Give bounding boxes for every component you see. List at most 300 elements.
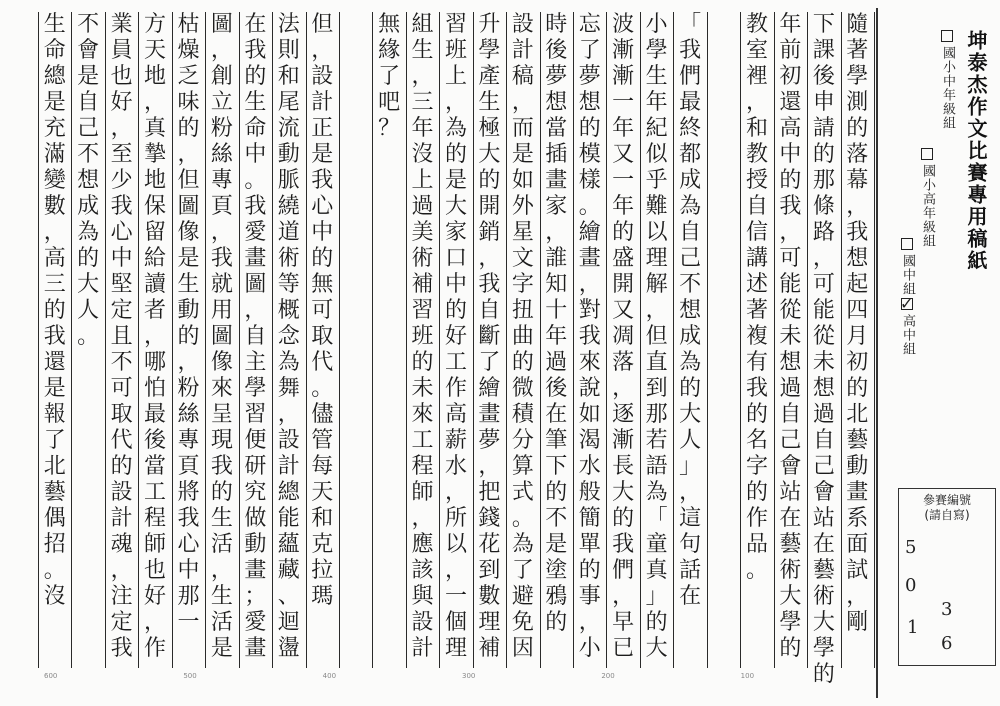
essay-char: 知 bbox=[545, 272, 568, 297]
essay-char: 但 bbox=[177, 168, 200, 193]
essay-char: 好 bbox=[110, 90, 133, 115]
essay-char: 想 bbox=[578, 90, 601, 115]
essay-column bbox=[172, 12, 205, 668]
essay-char: 大 bbox=[444, 194, 467, 219]
essay-char: 每 bbox=[311, 454, 334, 479]
essay-char: ？ bbox=[378, 116, 401, 141]
essay-char: 那 bbox=[812, 168, 835, 193]
essay-char: 大 bbox=[645, 636, 668, 661]
essay-column-text bbox=[673, 12, 706, 668]
essay-char: 授 bbox=[745, 168, 768, 193]
essay-char: 著 bbox=[745, 298, 768, 323]
essay-char: 中 bbox=[244, 142, 267, 167]
essay-char: 留 bbox=[144, 220, 167, 245]
essay-char: 可 bbox=[311, 298, 334, 323]
essay-char: 夢 bbox=[545, 64, 568, 89]
essay-column bbox=[774, 12, 807, 668]
essay-char: 保 bbox=[144, 194, 167, 219]
essay-column bbox=[540, 12, 573, 668]
essay-char: 是 bbox=[545, 532, 568, 557]
essay-char: 字 bbox=[745, 454, 768, 479]
essay-char: 管 bbox=[311, 428, 334, 453]
essay-char: 理 bbox=[444, 636, 467, 661]
essay-char: 們 bbox=[612, 558, 635, 583]
essay-char: 大 bbox=[779, 584, 802, 609]
essay-char: 自 bbox=[679, 220, 702, 245]
essay-char: 但 bbox=[311, 12, 334, 37]
essay-char: 三 bbox=[43, 272, 66, 297]
essay-char: 心 bbox=[177, 532, 200, 557]
essay-char: 前 bbox=[779, 38, 802, 63]
essay-char: 年 bbox=[545, 324, 568, 349]
category-elementary-upper[interactable]: 國小高年級組 bbox=[918, 148, 937, 248]
essay-char: 學 bbox=[846, 64, 869, 89]
essay-char: 四 bbox=[846, 298, 869, 323]
essay-char: 一 bbox=[612, 168, 635, 193]
essay-char: 過 bbox=[545, 350, 568, 375]
entry-digit: 0 bbox=[905, 575, 917, 596]
essay-char: 員 bbox=[110, 38, 133, 63]
essay-char: 我 bbox=[177, 506, 200, 531]
essay-char: 極 bbox=[478, 116, 501, 141]
essay-char: 己 bbox=[679, 246, 702, 271]
essay-char: ， bbox=[144, 324, 167, 349]
essay-char: 自 bbox=[812, 428, 835, 453]
essay-char: 忘 bbox=[578, 12, 601, 37]
essay-char: 似 bbox=[645, 142, 668, 167]
essay-char: 和 bbox=[745, 116, 768, 141]
essay-char: 未 bbox=[411, 376, 434, 401]
essay-char: 是 bbox=[210, 636, 233, 661]
essay-char: 是 bbox=[511, 142, 534, 167]
essay-char: 在 bbox=[679, 584, 702, 609]
essay-char: 課 bbox=[812, 38, 835, 63]
scale-mark: 400 bbox=[322, 672, 337, 680]
essay-char: 作 bbox=[144, 636, 167, 661]
essay-char: 的 bbox=[77, 246, 100, 271]
essay-char: 理 bbox=[645, 246, 668, 271]
essay-char: 條 bbox=[812, 194, 835, 219]
essay-char: ， bbox=[411, 506, 434, 531]
essay-char: 年 bbox=[645, 90, 668, 115]
essay-char: 現 bbox=[210, 428, 233, 453]
essay-char: 命 bbox=[43, 38, 66, 63]
essay-char: 說 bbox=[578, 376, 601, 401]
essay-char: ， bbox=[645, 298, 668, 323]
essay-char: 工 bbox=[144, 480, 167, 505]
entry-number-digits bbox=[899, 529, 995, 659]
essay-char: 後 bbox=[545, 376, 568, 401]
essay-char: 取 bbox=[110, 402, 133, 427]
essay-char: 試 bbox=[846, 558, 869, 583]
essay-char: 習 bbox=[411, 298, 434, 323]
essay-char: 那 bbox=[645, 402, 668, 427]
essay-char: 外 bbox=[511, 194, 534, 219]
essay-char: 為 bbox=[645, 480, 668, 505]
essay-char: 模 bbox=[578, 142, 601, 167]
essay-char: 未 bbox=[812, 350, 835, 375]
essay-char: 的 bbox=[779, 168, 802, 193]
essay-char: 波 bbox=[612, 12, 635, 37]
essay-char: 報 bbox=[43, 402, 66, 427]
essay-char: 圖 bbox=[244, 272, 267, 297]
essay-column-text bbox=[406, 12, 439, 668]
essay-char: 不 bbox=[679, 272, 702, 297]
essay-char: 小 bbox=[645, 12, 668, 37]
essay-char: 我 bbox=[846, 220, 869, 245]
essay-char: 的 bbox=[846, 376, 869, 401]
essay-char: 年 bbox=[612, 194, 635, 219]
essay-char: ， bbox=[144, 610, 167, 635]
essay-char: 能 bbox=[779, 272, 802, 297]
essay-char: 愛 bbox=[244, 220, 267, 245]
essay-char: 「 bbox=[679, 12, 702, 37]
essay-char: 魂 bbox=[110, 532, 133, 557]
essay-char: 語 bbox=[645, 454, 668, 479]
essay-char: 好 bbox=[444, 324, 467, 349]
essay-char: 畫 bbox=[478, 402, 501, 427]
essay-char: 術 bbox=[779, 558, 802, 583]
essay-char: 的 bbox=[612, 220, 635, 245]
sheet-title: 坤泰杰作文比賽專用稿紙 bbox=[964, 30, 988, 272]
essay-char: 該 bbox=[411, 558, 434, 583]
essay-char: 來 bbox=[578, 350, 601, 375]
essay-char: 花 bbox=[478, 532, 501, 557]
essay-char: 那 bbox=[177, 584, 200, 609]
essay-char: 塗 bbox=[545, 558, 568, 583]
essay-char: 計 bbox=[110, 506, 133, 531]
essay-char: 愛 bbox=[244, 610, 267, 635]
essay-char: 補 bbox=[411, 272, 434, 297]
essay-char: 。 bbox=[745, 558, 768, 583]
essay-char: 時 bbox=[545, 12, 568, 37]
essay-char: 等 bbox=[277, 272, 300, 297]
essay-char: 自 bbox=[478, 298, 501, 323]
essay-char: 自 bbox=[745, 194, 768, 219]
essay-char: 沒 bbox=[411, 142, 434, 167]
essay-char: ， bbox=[177, 350, 200, 375]
essay-char: 北 bbox=[846, 402, 869, 427]
essay-char: 味 bbox=[177, 90, 200, 115]
essay-char: 克 bbox=[311, 532, 334, 557]
essay-char: 以 bbox=[645, 220, 668, 245]
essay-char: 的 bbox=[311, 246, 334, 271]
essay-column bbox=[339, 12, 372, 668]
essay-char: 真 bbox=[144, 116, 167, 141]
essay-char: 了 bbox=[378, 64, 401, 89]
essay-column-text bbox=[506, 12, 539, 668]
essay-char: ， bbox=[812, 246, 835, 271]
essay-column-text bbox=[172, 12, 205, 668]
essay-char: 立 bbox=[210, 90, 233, 115]
essay-char: 剛 bbox=[846, 610, 869, 635]
essay-column-text bbox=[71, 12, 104, 668]
essay-char: 動 bbox=[277, 142, 300, 167]
essay-char: 自 bbox=[244, 324, 267, 349]
essay-char: 水 bbox=[578, 454, 601, 479]
essay-char: 生 bbox=[244, 90, 267, 115]
essay-char: 設 bbox=[277, 428, 300, 453]
essay-char: 術 bbox=[812, 584, 835, 609]
essay-char: 藝 bbox=[779, 532, 802, 557]
checkbox-icon bbox=[901, 238, 913, 250]
essay-char: 」 bbox=[645, 584, 668, 609]
essay-char: 句 bbox=[679, 532, 702, 557]
essay-column-text bbox=[606, 12, 639, 668]
essay-char: 中 bbox=[177, 558, 200, 583]
essay-char: 的 bbox=[745, 402, 768, 427]
category-junior-high[interactable]: 國中組 bbox=[898, 238, 917, 296]
essay-char: 乏 bbox=[177, 64, 200, 89]
essay-char: 業 bbox=[110, 12, 133, 37]
essay-column bbox=[841, 12, 874, 668]
essay-char: 為 bbox=[277, 350, 300, 375]
essay-char: ， bbox=[511, 90, 534, 115]
essay-char: 錢 bbox=[478, 506, 501, 531]
essay-char: 方 bbox=[144, 12, 167, 37]
essay-column-text bbox=[540, 12, 573, 668]
essay-char: 已 bbox=[612, 636, 635, 661]
essay-char: 早 bbox=[612, 610, 635, 635]
essay-char: 積 bbox=[511, 402, 534, 427]
essay-char: 己 bbox=[812, 454, 835, 479]
essay-char: 我 bbox=[745, 376, 768, 401]
essay-char: 銷 bbox=[478, 220, 501, 245]
essay-char: 作 bbox=[444, 376, 467, 401]
entry-header bbox=[876, 8, 996, 698]
essay-char: 可 bbox=[812, 272, 835, 297]
essay-char: 程 bbox=[144, 506, 167, 531]
essay-char: 起 bbox=[846, 272, 869, 297]
essay-char: 自 bbox=[77, 90, 100, 115]
essay-char: 渴 bbox=[578, 428, 601, 453]
essay-char: 不 bbox=[77, 12, 100, 37]
essay-char: 我 bbox=[210, 454, 233, 479]
essay-char: 星 bbox=[511, 220, 534, 245]
essay-char: 術 bbox=[277, 246, 300, 271]
essay-char: 簡 bbox=[578, 506, 601, 531]
essay-char: ， bbox=[846, 194, 869, 219]
essay-char: 高 bbox=[43, 246, 66, 271]
essay-char: 未 bbox=[779, 324, 802, 349]
essay-char: 能 bbox=[277, 506, 300, 531]
essay-char: 小 bbox=[578, 636, 601, 661]
essay-char: 的 bbox=[645, 610, 668, 635]
essay-char: 班 bbox=[444, 38, 467, 63]
essay-char: 事 bbox=[578, 584, 601, 609]
essay-char: 的 bbox=[43, 298, 66, 323]
essay-char: 長 bbox=[612, 454, 635, 479]
essay-char: 的 bbox=[210, 480, 233, 505]
essay-char: 我 bbox=[311, 168, 334, 193]
essay-char: 路 bbox=[812, 220, 835, 245]
essay-char: 專 bbox=[210, 168, 233, 193]
essay-char: 初 bbox=[779, 64, 802, 89]
essay-char: 我 bbox=[244, 38, 267, 63]
essay-char: 難 bbox=[645, 194, 668, 219]
essay-char: 年 bbox=[612, 116, 635, 141]
essay-char: 的 bbox=[444, 298, 467, 323]
essay-char: 了 bbox=[511, 558, 534, 583]
essay-char: 請 bbox=[812, 116, 835, 141]
essay-char: 。 bbox=[244, 168, 267, 193]
essay-char: 的 bbox=[511, 350, 534, 375]
essay-column-text bbox=[138, 12, 171, 668]
essay-char: 盛 bbox=[612, 246, 635, 271]
essay-char: 後 bbox=[545, 38, 568, 63]
essay-char: 分 bbox=[511, 428, 534, 453]
essay-char: 做 bbox=[244, 506, 267, 531]
category-senior-high[interactable]: 高中組 bbox=[898, 298, 917, 356]
essay-char: 粉 bbox=[210, 116, 233, 141]
essay-char: 的 bbox=[444, 142, 467, 167]
essay-char: 的 bbox=[779, 636, 802, 661]
essay-char: 的 bbox=[478, 168, 501, 193]
essay-char: 的 bbox=[812, 662, 835, 687]
essay-char: 的 bbox=[578, 116, 601, 141]
essay-char: 的 bbox=[177, 116, 200, 141]
essay-char: 道 bbox=[277, 220, 300, 245]
essay-column bbox=[473, 12, 506, 668]
essay-char: 圖 bbox=[177, 194, 200, 219]
essay-char: 瑪 bbox=[311, 584, 334, 609]
essay-char: 系 bbox=[846, 506, 869, 531]
essay-column-text bbox=[239, 12, 272, 668]
essay-char: 升 bbox=[478, 12, 501, 37]
essay-char: 大 bbox=[679, 402, 702, 427]
essay-char: 概 bbox=[277, 298, 300, 323]
essay-char: 堅 bbox=[110, 272, 133, 297]
essay-char: ， bbox=[444, 558, 467, 583]
entry-number-note: (請自寫) bbox=[924, 508, 970, 522]
category-elementary-middle[interactable]: 國小中年級組 bbox=[938, 30, 957, 130]
essay-char: 講 bbox=[745, 246, 768, 271]
essay-char: ， bbox=[210, 558, 233, 583]
essay-char: 我 bbox=[612, 532, 635, 557]
essay-char: 開 bbox=[612, 272, 635, 297]
essay-column bbox=[807, 12, 840, 687]
essay-char: 為 bbox=[679, 350, 702, 375]
essay-char: 中 bbox=[444, 272, 467, 297]
essay-char: 對 bbox=[578, 298, 601, 323]
essay-char: 繞 bbox=[277, 194, 300, 219]
essay-char: 畫 bbox=[578, 246, 601, 271]
essay-char: 生 bbox=[478, 90, 501, 115]
essay-char: ， bbox=[679, 480, 702, 505]
essay-char: 美 bbox=[411, 220, 434, 245]
essay-char: 工 bbox=[444, 350, 467, 375]
essay-char: 我 bbox=[578, 324, 601, 349]
essay-column bbox=[673, 12, 706, 668]
essay-char: 過 bbox=[411, 194, 434, 219]
essay-char: 後 bbox=[812, 64, 835, 89]
essay-char: 扭 bbox=[511, 298, 534, 323]
essay-char: 法 bbox=[277, 12, 300, 37]
essay-char: 一 bbox=[177, 610, 200, 635]
essay-char: 但 bbox=[645, 324, 668, 349]
essay-char: 能 bbox=[812, 298, 835, 323]
essay-char: 一 bbox=[444, 584, 467, 609]
essay-char: 總 bbox=[43, 64, 66, 89]
essay-char: 家 bbox=[545, 194, 568, 219]
essay-char: 設 bbox=[110, 480, 133, 505]
essay-char: 是 bbox=[43, 90, 66, 115]
essay-char: 就 bbox=[210, 272, 233, 297]
essay-char: 拉 bbox=[311, 558, 334, 583]
essay-char: 為 bbox=[77, 220, 100, 245]
essay-char: 想 bbox=[779, 350, 802, 375]
essay-char: 數 bbox=[43, 194, 66, 219]
essay-char: 摯 bbox=[144, 142, 167, 167]
essay-char: 最 bbox=[144, 402, 167, 427]
essay-char: 生 bbox=[210, 584, 233, 609]
essay-char: 動 bbox=[177, 298, 200, 323]
essay-char: ， bbox=[444, 480, 467, 505]
essay-char: 設 bbox=[311, 64, 334, 89]
essay-char: 代 bbox=[110, 428, 133, 453]
essay-char: 所 bbox=[444, 506, 467, 531]
essay-char: 下 bbox=[812, 12, 835, 37]
essay-char: 站 bbox=[812, 506, 835, 531]
essay-char: 藏 bbox=[277, 558, 300, 583]
essay-char: 畫 bbox=[244, 246, 267, 271]
essay-char: 自 bbox=[779, 402, 802, 427]
essay-char: 畫 bbox=[545, 168, 568, 193]
essay-char: 計 bbox=[411, 636, 434, 661]
essay-char: 初 bbox=[846, 350, 869, 375]
essay-char: 是 bbox=[77, 64, 100, 89]
essay-column-text bbox=[38, 12, 71, 668]
essay-char: 用 bbox=[210, 298, 233, 323]
essay-char: 了 bbox=[478, 350, 501, 375]
essay-char: 落 bbox=[612, 350, 635, 375]
essay-char: 心 bbox=[311, 194, 334, 219]
essay-char: ， bbox=[177, 142, 200, 167]
essay-char: 會 bbox=[77, 38, 100, 63]
essay-column bbox=[272, 12, 305, 668]
essay-char: 中 bbox=[779, 142, 802, 167]
essay-char: 插 bbox=[545, 142, 568, 167]
essay-char: 落 bbox=[846, 142, 869, 167]
essay-char: 脈 bbox=[277, 168, 300, 193]
essay-char: 高 bbox=[779, 116, 802, 141]
essay-char: 年 bbox=[411, 116, 434, 141]
essay-column-text bbox=[740, 12, 773, 668]
entry-number-box bbox=[898, 488, 996, 666]
essay-char: 上 bbox=[411, 168, 434, 193]
essay-char: 來 bbox=[411, 402, 434, 427]
essay-char: ， bbox=[110, 558, 133, 583]
essay-char: 學 bbox=[645, 38, 668, 63]
essay-char: 個 bbox=[444, 610, 467, 635]
essay-char: 大 bbox=[812, 610, 835, 635]
essay-char: 生 bbox=[645, 64, 668, 89]
essay-char: 畫 bbox=[846, 480, 869, 505]
essay-char: 又 bbox=[612, 142, 635, 167]
essay-char: 理 bbox=[478, 610, 501, 635]
essay-char: 的 bbox=[177, 324, 200, 349]
essay-char: 少 bbox=[110, 168, 133, 193]
checkbox-icon bbox=[921, 148, 933, 160]
essay-char: 圖 bbox=[210, 12, 233, 37]
essay-char: 薪 bbox=[444, 428, 467, 453]
essay-char: 是 bbox=[311, 142, 334, 167]
essay-char: 創 bbox=[210, 64, 233, 89]
essay-char: 是 bbox=[177, 246, 200, 271]
essay-column bbox=[205, 12, 238, 668]
essay-char: 文 bbox=[511, 246, 534, 271]
essay-char: 便 bbox=[244, 428, 267, 453]
